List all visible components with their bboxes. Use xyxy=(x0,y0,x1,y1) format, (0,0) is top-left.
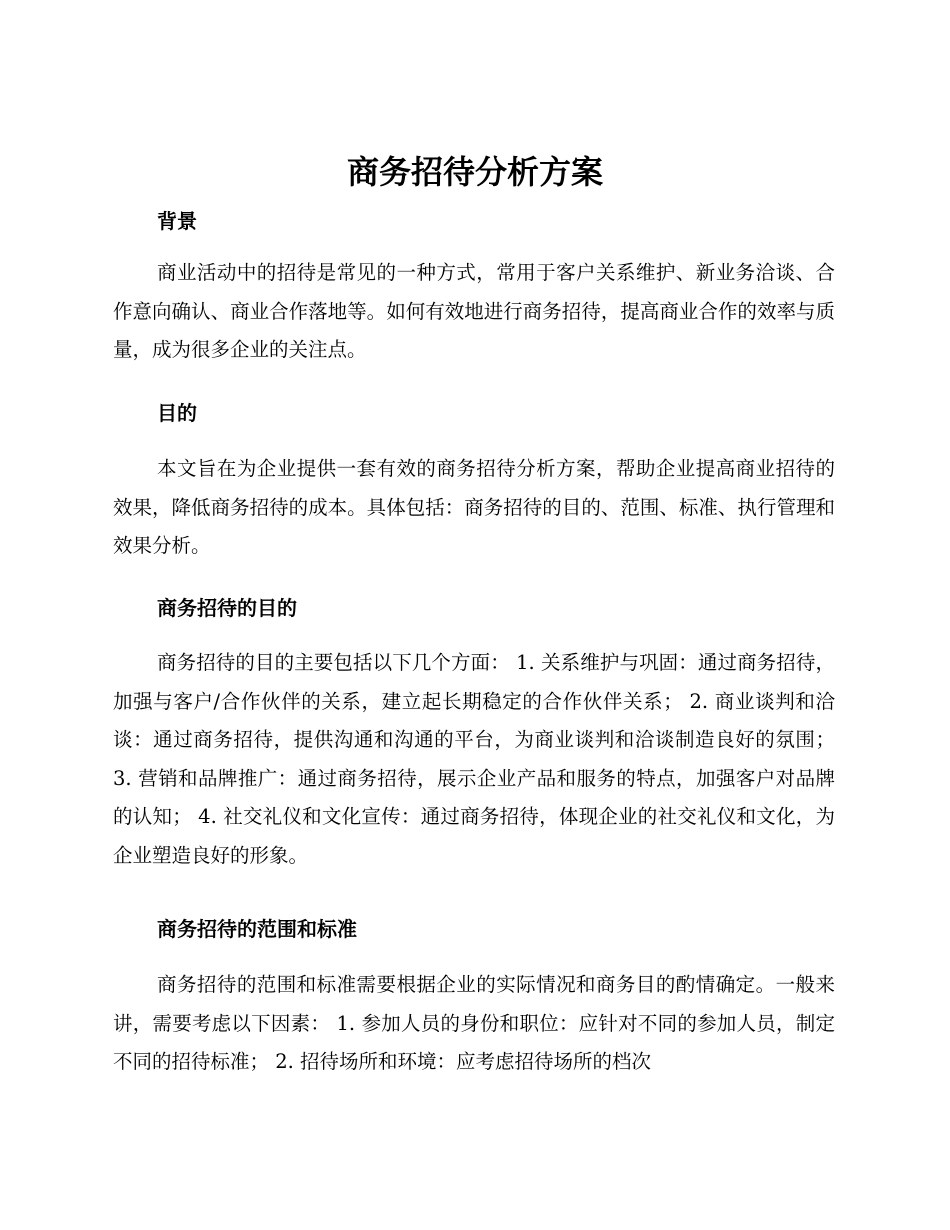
section-body-goal: 本文旨在为企业提供一套有效的商务招待分析方案，帮助企业提高商业招待的效果，降低商务招待的成本。具体包括：商务招待的目的、范围、标准、执行管理和效果分析。 xyxy=(113,457,835,557)
section-heading-background: 背景 xyxy=(157,209,197,233)
section-heading-goal: 目的 xyxy=(157,401,197,425)
section-heading-hospitality-purpose: 商务招待的目的 xyxy=(157,596,297,620)
section-heading-scope-standards: 商务招待的范围和标准 xyxy=(157,917,357,941)
section-body-hospitality-purpose: 商务招待的目的主要包括以下几个方面： 1. 关系维护与巩固：通过商务招待，加强与客户/合作伙伴的关系，建立起长期稳定的合作伙伴关系； 2. 商业谈判和洽谈：通过商务招待，提供沟通和沟通的平台，为商业谈判和洽谈制造良好的氛围； 3. 营销和品牌推广：通过商务招待，展示企业产品和服务的特点，加强客户对品牌的认知； 4. 社交礼仪和文化宣传：通过商务招待，体现企业的社交礼仪和文化，为企业塑造良好的形象。 xyxy=(113,651,835,867)
section-body-background: 商业活动中的招待是常见的一种方式，常用于客户关系维护、新业务洽谈、合作意向确认、商业合作落地等。如何有效地进行商务招待，提高商业合作的效率与质量，成为很多企业的关注点。 xyxy=(113,261,835,361)
document-title: 商务招待分析方案 xyxy=(346,153,603,191)
section-body-scope-standards: 商务招待的范围和标准需要根据企业的实际情况和商务目的酌情确定。一般来讲，需要考虑以下因素： 1. 参加人员的身份和职位：应针对不同的参加人员，制定不同的招待标准； 2. 招待场所和环境：应考虑招待场所的档次 xyxy=(113,973,835,1073)
